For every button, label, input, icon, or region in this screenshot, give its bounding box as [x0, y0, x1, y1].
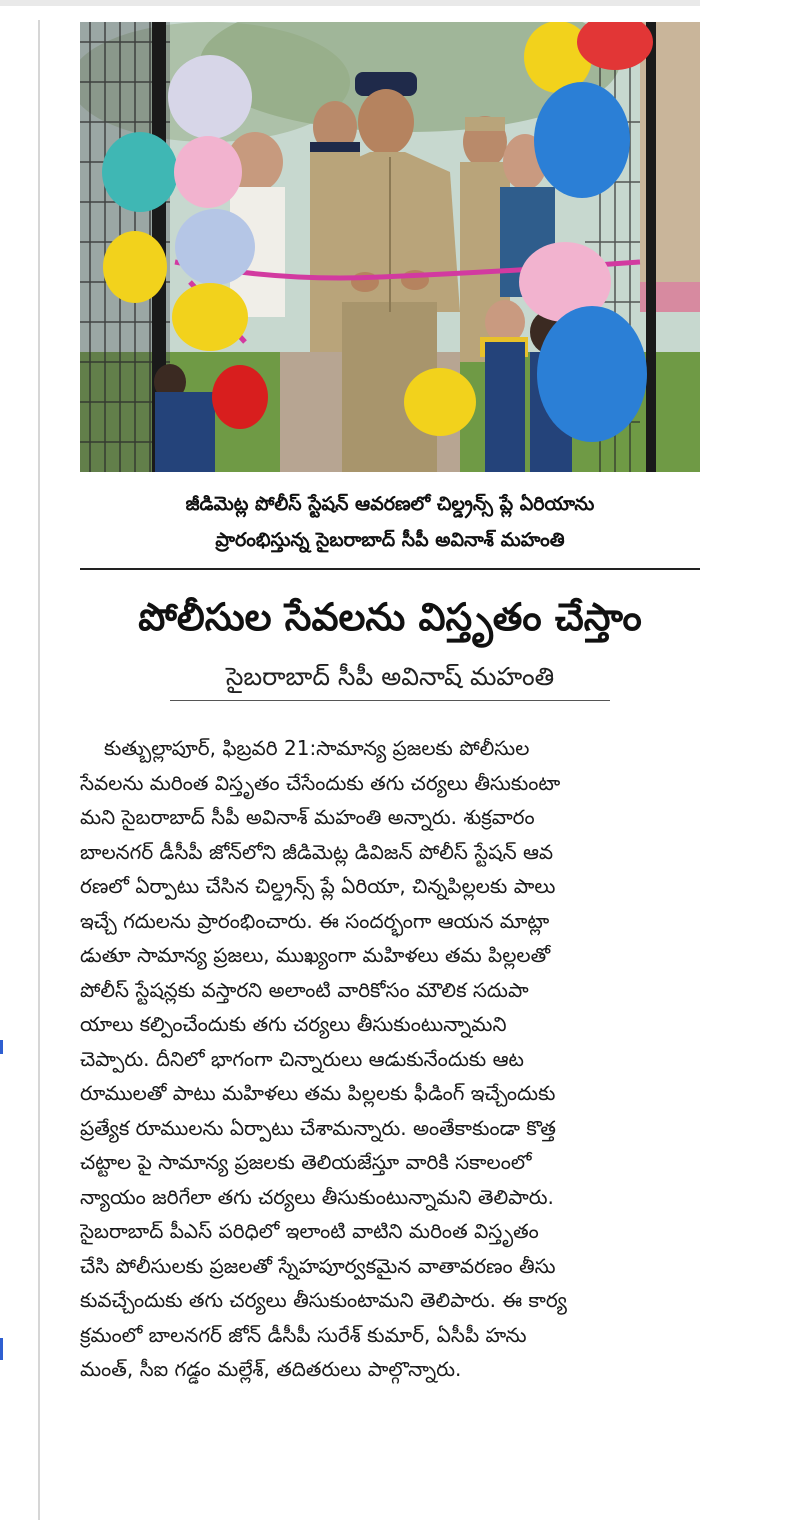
- edge-mark: [0, 1040, 3, 1054]
- body-line: మంత్, సీఐ గడ్డం మల్లేశ్, తదితరులు పాల్గొన్నారు.: [80, 1357, 462, 1381]
- headline: పోలీసుల సేవలను విస్తృతం చేస్తాం: [138, 595, 642, 639]
- balloon: [103, 231, 167, 303]
- body-line: న్యాయం జరిగేలా తగు చర్యలు తీసుకుంటున్నామని తెలిపారు.: [80, 1184, 554, 1209]
- body-line: యాలు కల్పించేందుకు తగు చర్యలు తీసుకుంటున్నామని: [80, 1012, 507, 1036]
- balloon: [212, 365, 268, 429]
- column-rule: [38, 20, 40, 1520]
- body-line: ఇచ్చే గదులను ప్రారంభించారు. ఈ సందర్భంగా ఆయన మాట్లా: [80, 908, 550, 933]
- body-line: సైబరాబాద్ పీఎస్ పరిధిలో ఇలాంటి వాటిని మరింత విస్తృతం: [80, 1219, 539, 1243]
- news-photo: [80, 22, 700, 472]
- body-line: పోలీస్ స్టేషన్లకు వస్తారని అలాంటి వారికోసం మౌలిక సదుపా: [80, 977, 529, 1002]
- news-article: [80, 22, 700, 1387]
- body-line: బాలనగర్ డీసీపీ జోన్‌లోని జీడిమెట్ల డివిజన్ పోలీస్ స్టేషన్ ఆవ: [80, 839, 554, 864]
- photo-caption: [80, 486, 700, 558]
- body-line: రణలో ఏర్పాటు చేసిన చిల్డ్రన్స్ ప్లే ఏరియా, చిన్నపిల్లలకు పాలు: [80, 874, 556, 898]
- body-line: ప్రత్యేక రూములను ఏర్పాటు చేశామన్నారు. అంతేకాకుండా కొత్త: [80, 1115, 556, 1140]
- balloon: [168, 55, 252, 139]
- balloon: [534, 82, 630, 198]
- body-line: డుతూ సామాన్య ప్రజలు, ముఖ్యంగా మహిళలు తమ పిల్లలతో: [80, 943, 551, 967]
- body-line: సేవలను మరింత విస్తృతం చేసేందుకు తగు చర్యలు తీసుకుంటా: [80, 770, 561, 795]
- balloon: [172, 283, 248, 351]
- body-line: రూములతో పాటు మహిళలు తమ పిల్లలకు ఫీడింగ్ ఇచ్చేందుకు: [80, 1081, 556, 1105]
- caption-line-2: ప్రారంభిస్తున్న సైబరాబాద్ సీపీ అవినాశ్ మహంతి: [215, 529, 565, 551]
- body-line: క్రమంలో బాలనగర్ జోన్ డీసీపీ సురేశ్ కుమార్, ఏసీపీ హను: [80, 1322, 527, 1347]
- photo-illustration: [80, 22, 700, 472]
- subheadline-underline: [170, 700, 610, 701]
- balloon: [175, 209, 255, 285]
- top-strip: [0, 0, 700, 6]
- body-line: చట్టాల పై సామాన్య ప్రజలకు తెలియజేస్తూ వారికి సకాలంలో: [80, 1150, 532, 1174]
- balloon: [404, 368, 476, 436]
- balloon: [174, 136, 242, 208]
- edge-mark: [0, 1338, 3, 1360]
- caption-divider: [80, 568, 700, 570]
- body-line: కువచ్చేందుకు తగు చర్యలు తీసుకుంటామని తెలిపారు. ఈ కార్య: [80, 1288, 567, 1312]
- body-line: కుత్బుల్లాపూర్, ఫిబ్రవరి 21:సామాన్య ప్రజలకు పోలీసుల: [104, 736, 530, 760]
- caption-line-1: జీడిమెట్ల పోలీస్ స్టేషన్ ఆవరణలో చిల్డ్రన్స్ ప్లే ఏరియాను: [185, 493, 595, 515]
- article-body: [80, 731, 700, 1387]
- body-line: చేసి పోలీసులకు ప్రజలతో స్నేహపూర్వకమైన వాతావరణం తీసు: [80, 1253, 556, 1278]
- subheadline: సైబరాబాద్ సీపీ అవినాష్ మహంతి: [225, 662, 555, 691]
- balloon: [537, 306, 647, 442]
- balloon: [102, 132, 178, 212]
- body-line: చెప్పారు. దీనిలో భాగంగా చిన్నారులు ఆడుకునేందుకు ఆట: [80, 1046, 524, 1071]
- body-line: మని సైబరాబాద్ సీపీ అవినాశ్ మహంతి అన్నారు. శుక్రవారం: [80, 805, 535, 829]
